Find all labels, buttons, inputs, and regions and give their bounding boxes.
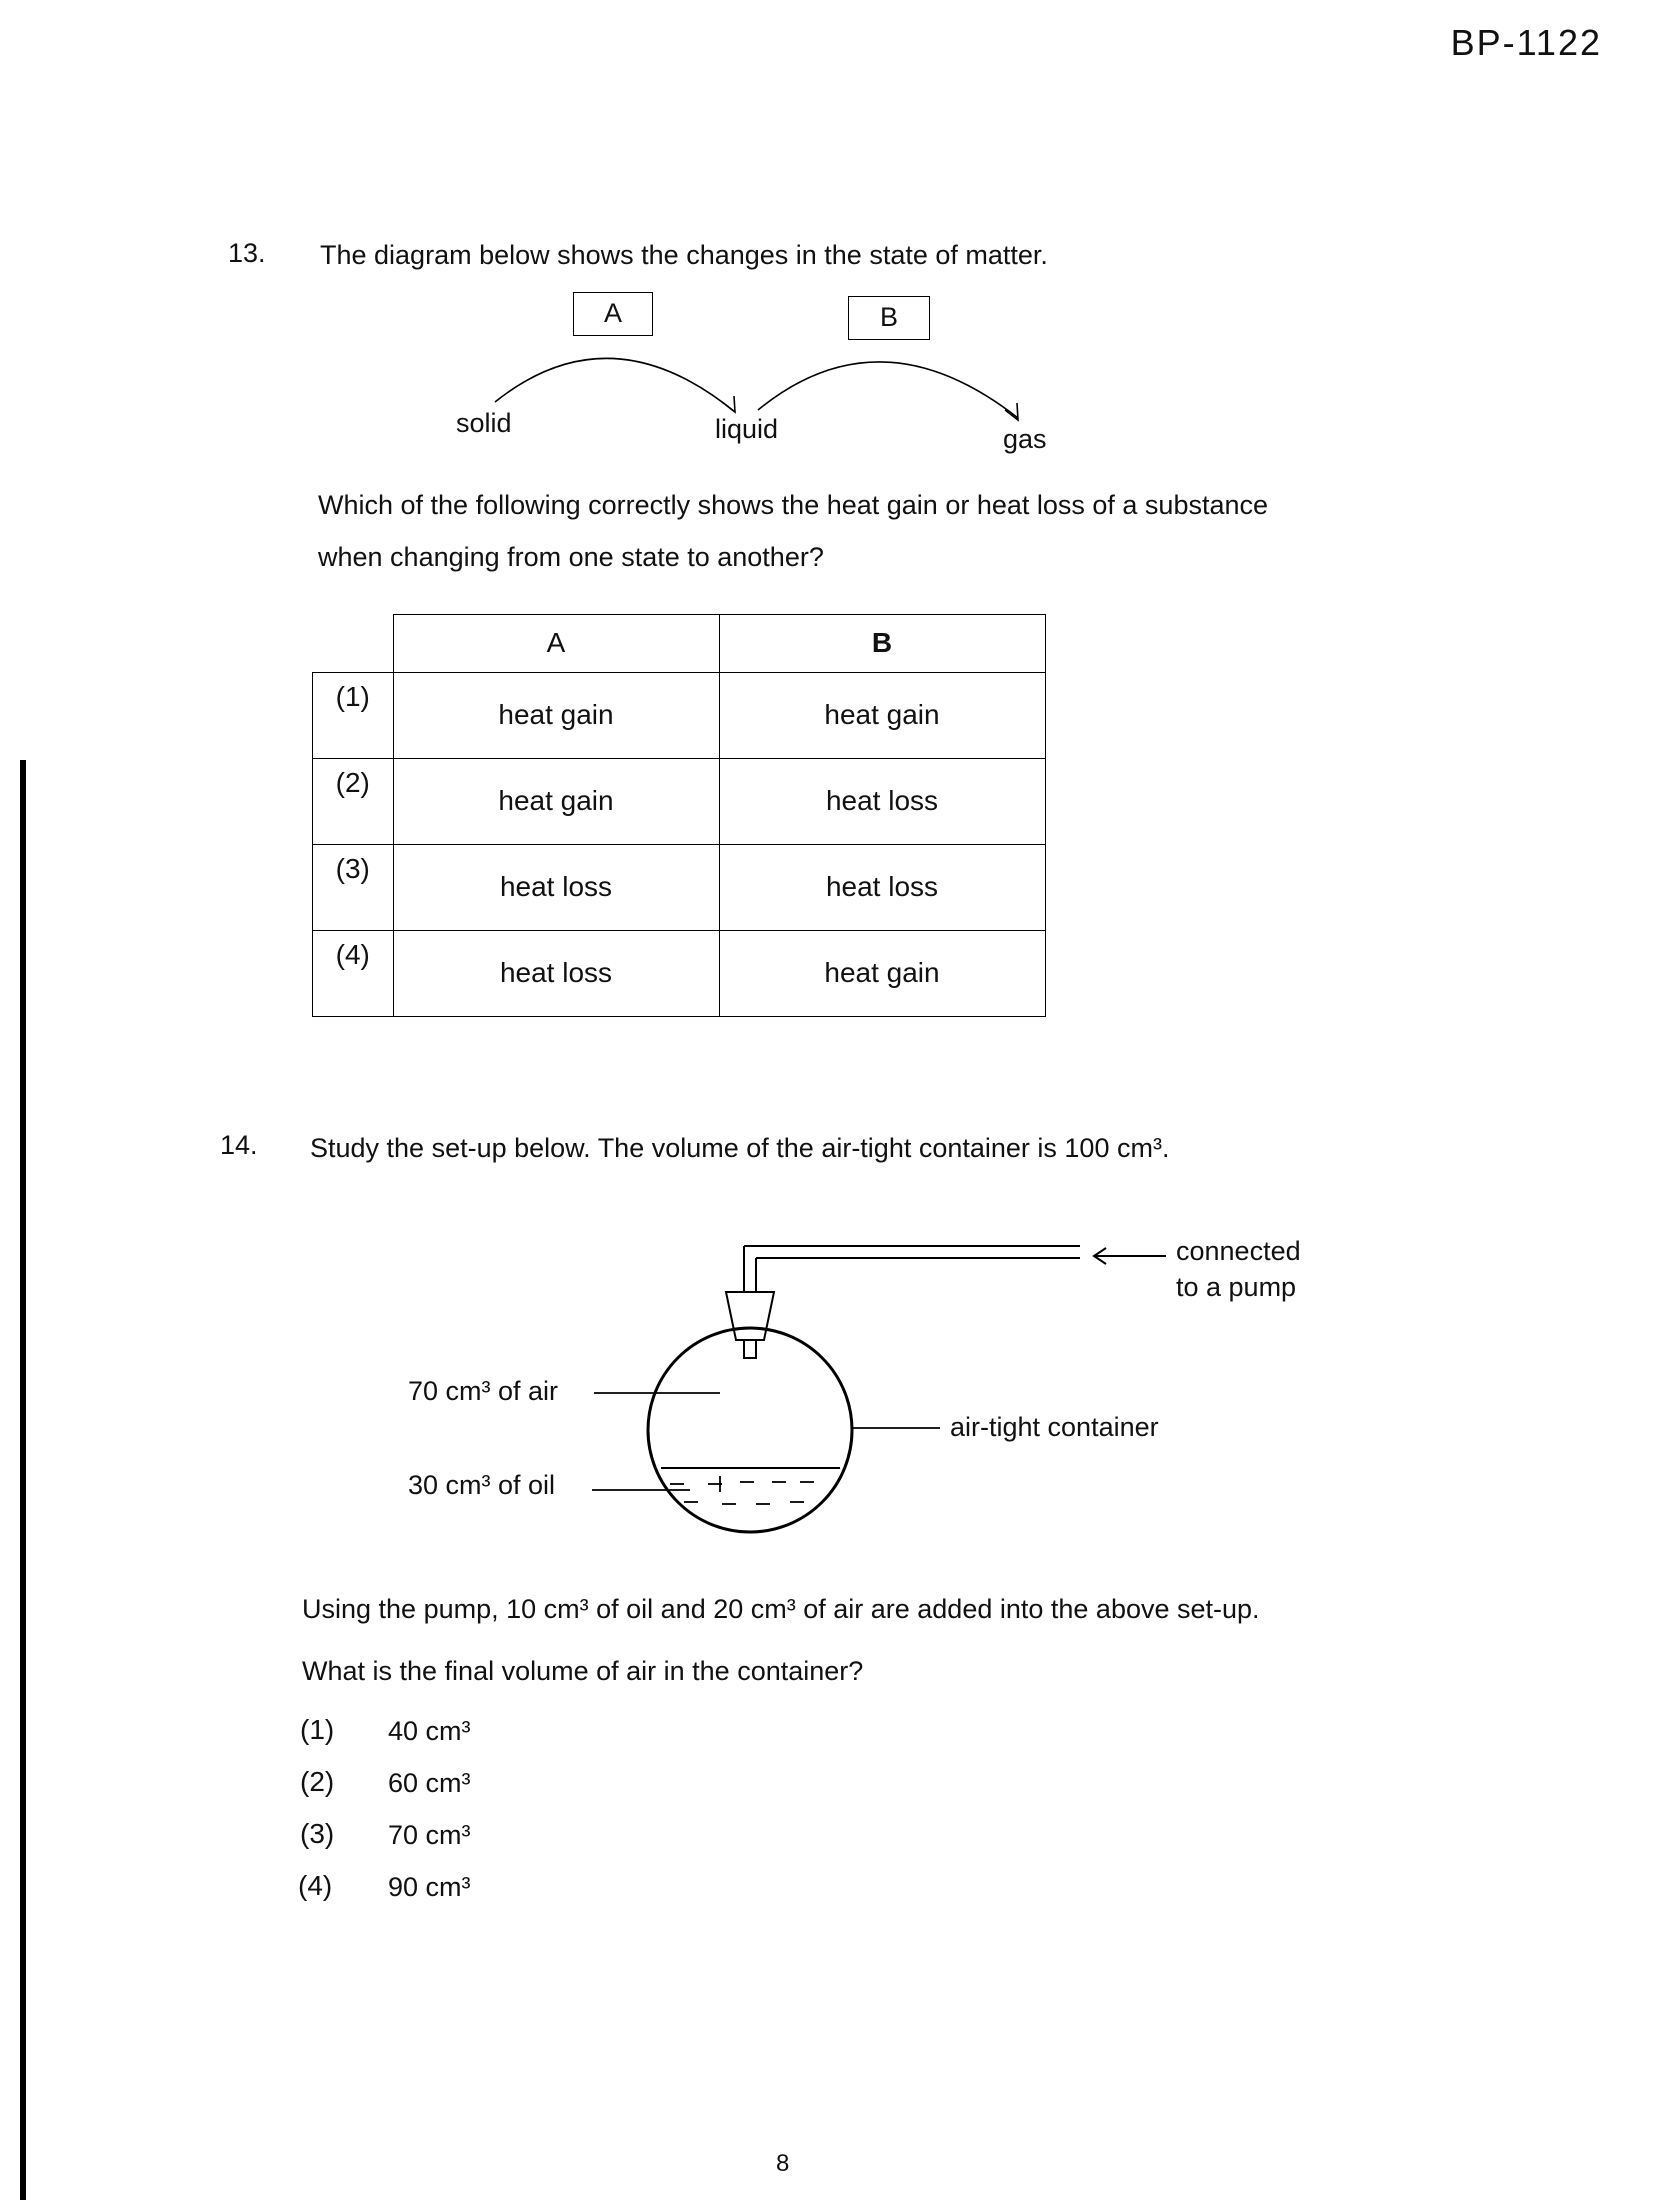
question-13-number: 13. bbox=[228, 238, 266, 268]
question-14-stem: Study the set-up below. The volume of the air-tight container is 100 cm³. bbox=[310, 1133, 1170, 1163]
state-liquid: liquid bbox=[715, 414, 779, 444]
table-header-a: A bbox=[393, 615, 719, 673]
row-key: (2) bbox=[313, 758, 394, 844]
air-volume-label: 70 cm³ of air bbox=[408, 1376, 559, 1406]
question-13-stem: The diagram below shows the changes in the state of matter. bbox=[320, 240, 1048, 270]
option-key: (4) bbox=[298, 1870, 333, 1901]
option-value: 40 cm³ bbox=[388, 1716, 471, 1746]
paper-code: BP-1122 bbox=[1450, 22, 1602, 63]
row-a-value: heat loss bbox=[393, 930, 719, 1016]
question-14-number: 14. bbox=[220, 1130, 258, 1160]
row-key: (3) bbox=[313, 844, 394, 930]
row-b-value: heat gain bbox=[719, 930, 1045, 1016]
container-label: air-tight container bbox=[950, 1412, 1159, 1442]
option-value: 60 cm³ bbox=[388, 1768, 471, 1798]
oil-volume-label: 30 cm³ of oil bbox=[408, 1470, 556, 1500]
box-a: A bbox=[573, 292, 653, 336]
option-value: 90 cm³ bbox=[388, 1872, 471, 1902]
row-key: (4) bbox=[313, 930, 394, 1016]
pump-label-line2: to a pump bbox=[1176, 1272, 1297, 1302]
box-b: B bbox=[848, 296, 930, 340]
option-key: (2) bbox=[300, 1766, 335, 1797]
question-14-line2: What is the final volume of air in the container? bbox=[302, 1656, 864, 1686]
option-key: (3) bbox=[300, 1818, 335, 1849]
pump-label-line1: connected bbox=[1176, 1236, 1301, 1266]
row-b-value: heat gain bbox=[719, 672, 1045, 758]
state-gas: gas bbox=[1003, 424, 1047, 454]
row-b-value: heat loss bbox=[719, 758, 1045, 844]
row-b-value: heat loss bbox=[719, 844, 1045, 930]
option-value: 70 cm³ bbox=[388, 1820, 471, 1850]
row-key: (1) bbox=[313, 672, 394, 758]
question-13-line1: Which of the following correctly shows the heat gain or heat loss of a substance bbox=[318, 490, 1269, 520]
table-header-b: B bbox=[719, 615, 1045, 673]
row-a-value: heat loss bbox=[393, 844, 719, 930]
row-a-value: heat gain bbox=[393, 672, 719, 758]
question-13-line2: when changing from one state to another? bbox=[318, 542, 824, 572]
option-key: (1) bbox=[300, 1714, 335, 1745]
question-14-line1: Using the pump, 10 cm³ of oil and 20 cm³ of air are added into the above set-up. bbox=[302, 1594, 1260, 1624]
page-number: 8 bbox=[776, 2150, 790, 2177]
state-solid: solid bbox=[456, 408, 512, 438]
row-a-value: heat gain bbox=[393, 758, 719, 844]
